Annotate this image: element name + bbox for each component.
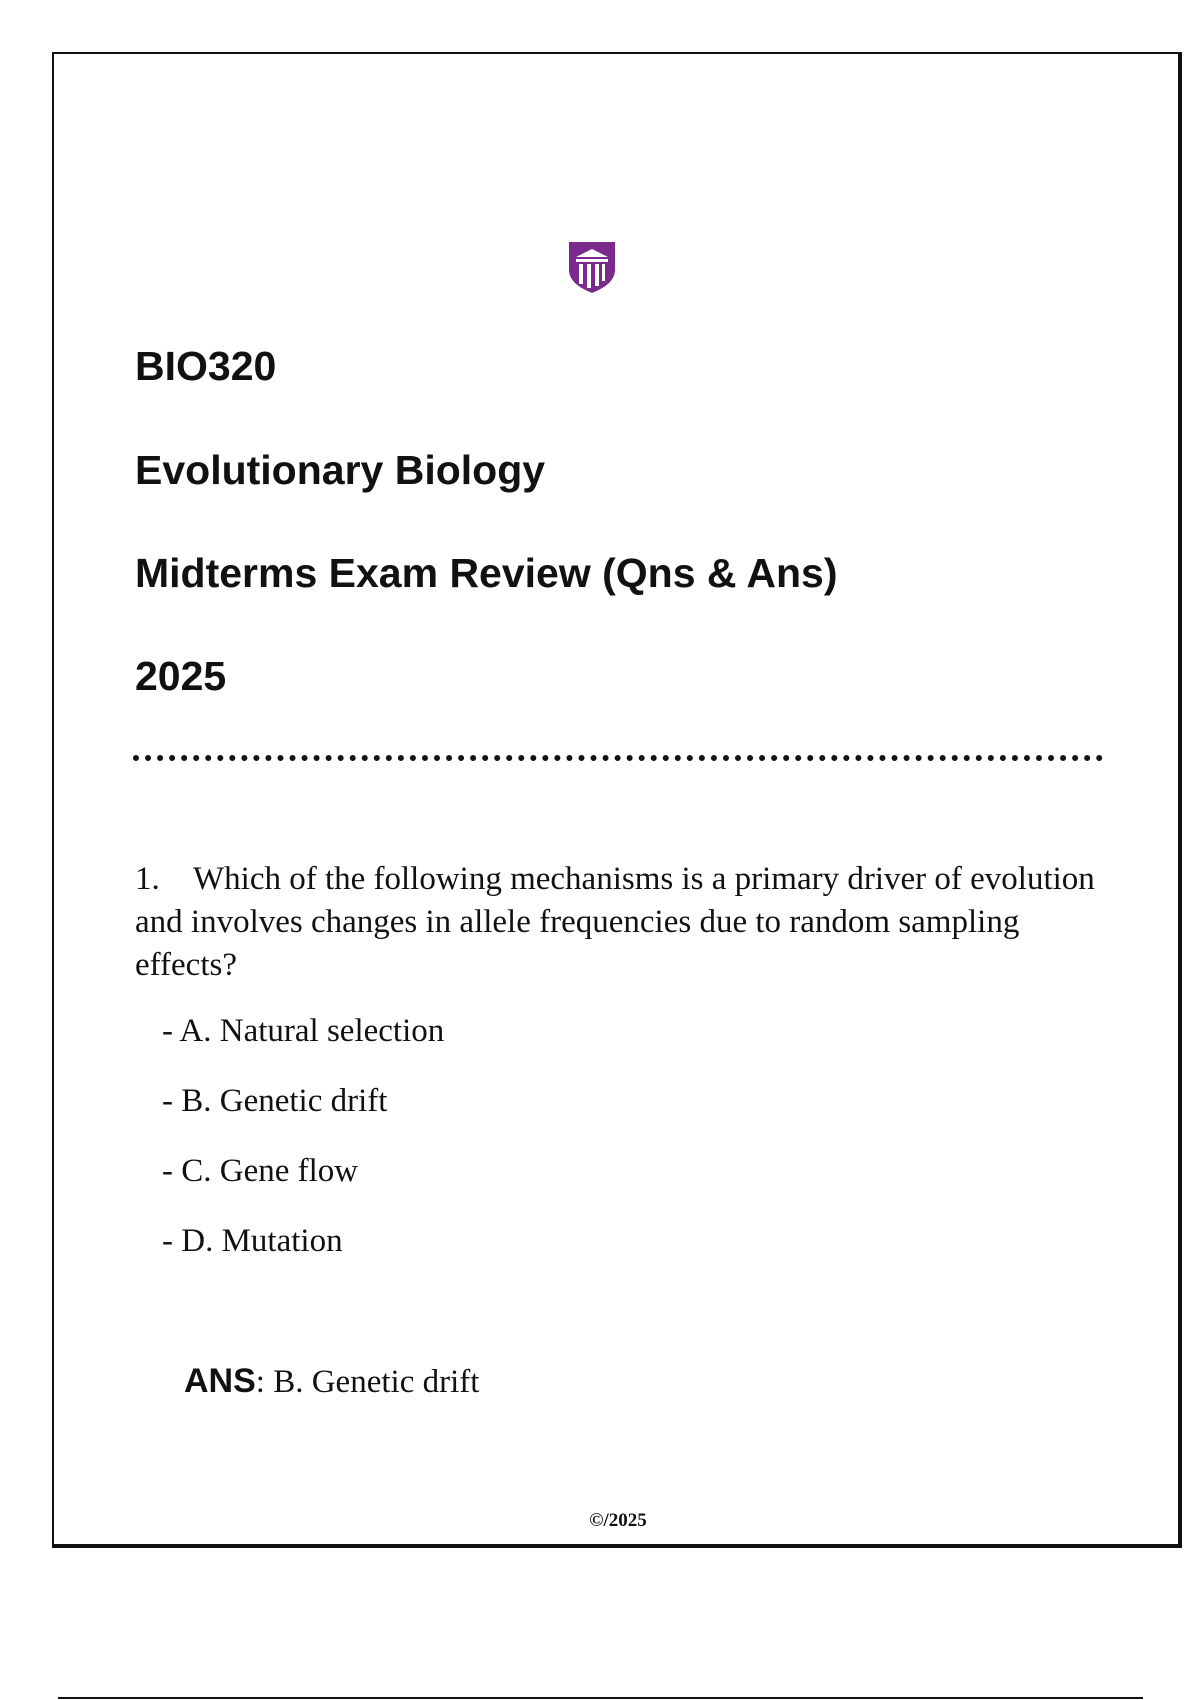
logo [567,240,617,294]
answer-text: : B. Genetic drift [255,1364,480,1400]
question-number: 1. [135,861,160,897]
option-b: - B. Genetic drift [162,1083,388,1119]
answer-label: ANS [184,1362,256,1400]
option-a: - A. Natural selection [162,1013,445,1049]
document-year: 2025 [135,653,227,699]
answer-line [184,1360,479,1404]
option-c: - C. Gene flow [162,1153,359,1189]
document-title: Midterms Exam Review (Qns & Ans) [135,550,838,596]
footer-copyright: ©/2025 [589,1510,647,1531]
question-text: Which of the following mechanisms is a primary driver of evolution and involves changes in allele frequencies due to random sampling effects? [135,861,1095,983]
dotted-divider [133,755,1103,761]
question-1 [135,858,1095,987]
option-d: - D. Mutation [162,1223,343,1259]
course-name: Evolutionary Biology [135,447,546,493]
course-code: BIO320 [135,343,277,389]
answer-options [162,1010,444,1290]
page-frame [52,52,1182,1548]
bottom-rule [58,1697,1143,1699]
pillared-shield-icon [567,240,617,294]
